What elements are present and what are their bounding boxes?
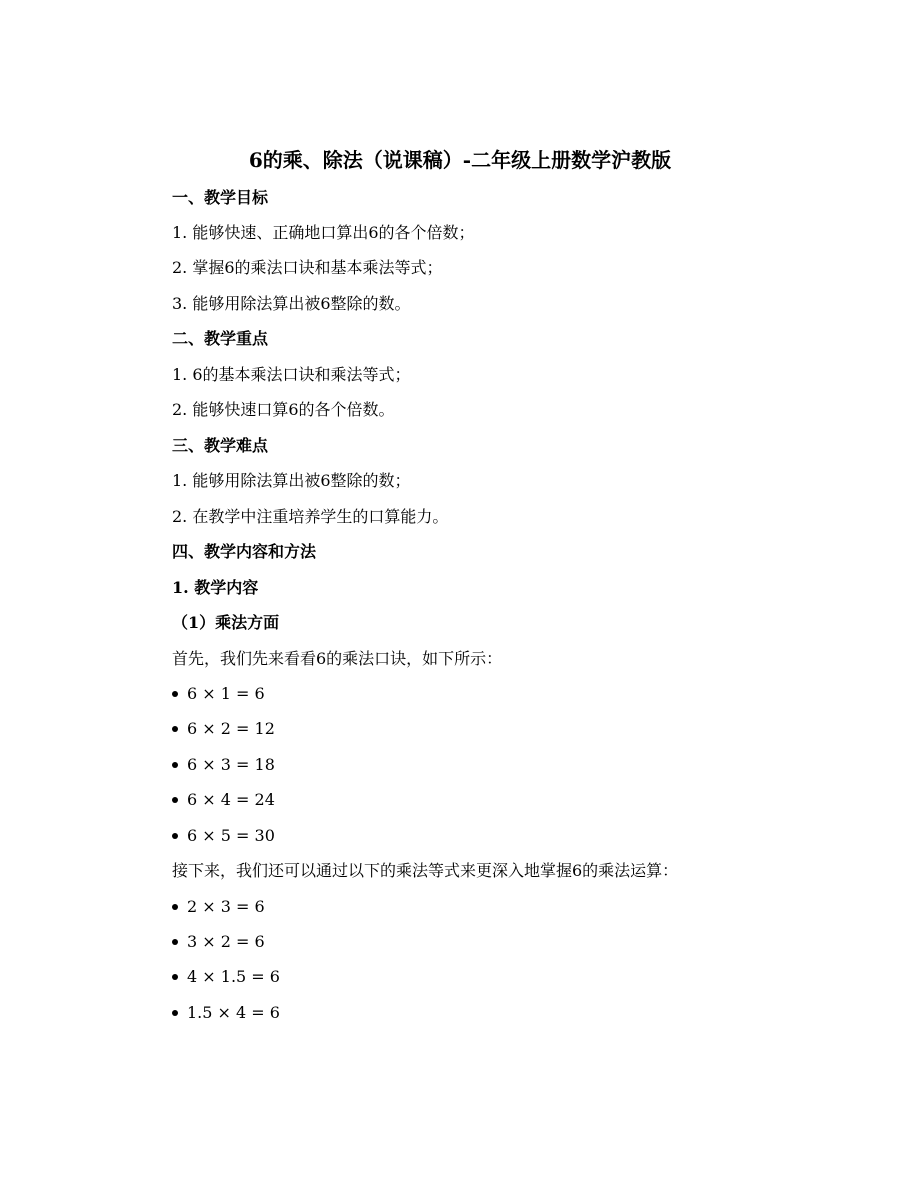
list-item bbox=[172, 1002, 280, 1024]
bullet-icon bbox=[172, 797, 178, 803]
paragraph-intro-2: 接下来，我们还可以通过以下的乘法等式来更深入地掌握6的乘法运算： bbox=[172, 861, 679, 880]
list-item-text: 6 × 3 = 18 bbox=[187, 755, 275, 774]
bullet-icon bbox=[172, 939, 178, 945]
list-item-text: 6 × 2 = 12 bbox=[187, 719, 275, 738]
section-heading-content-methods: 四、教学内容和方法 bbox=[172, 542, 317, 561]
bullet-icon bbox=[172, 762, 178, 768]
goal-item-3: 3. 能够用除法算出被6整除的数。 bbox=[172, 294, 411, 313]
list-item-text: 2 × 3 = 6 bbox=[187, 897, 265, 916]
bullet-icon bbox=[172, 726, 178, 732]
list-item-text: 6 × 5 = 30 bbox=[187, 826, 275, 845]
list-item bbox=[172, 754, 275, 776]
bullet-icon bbox=[172, 691, 178, 697]
section-heading-goals: 一、教学目标 bbox=[172, 188, 269, 207]
list-item-text: 6 × 1 = 6 bbox=[187, 684, 265, 703]
bullet-icon bbox=[172, 904, 178, 910]
list-item bbox=[172, 931, 265, 953]
list-item bbox=[172, 896, 265, 918]
list-item bbox=[172, 718, 275, 740]
list-item bbox=[172, 825, 275, 847]
difficulty-item-1: 1. 能够用除法算出被6整除的数； bbox=[172, 471, 411, 490]
list-item bbox=[172, 789, 275, 811]
sub-sub-heading-multiplication: （1）乘法方面 bbox=[172, 613, 280, 632]
bullet-icon bbox=[172, 833, 178, 839]
list-item-text: 1.5 × 4 = 6 bbox=[187, 1003, 280, 1022]
goal-item-2: 2. 掌握6的乘法口诀和基本乘法等式； bbox=[172, 258, 443, 277]
bullet-icon bbox=[172, 974, 178, 980]
list-item-text: 4 × 1.5 = 6 bbox=[187, 967, 280, 986]
document-title: 6的乘、除法（说课稿）-二年级上册数学沪教版 bbox=[248, 148, 672, 172]
sub-heading-teaching-content: 1. 教学内容 bbox=[172, 578, 259, 597]
key-point-item-2: 2. 能够快速口算6的各个倍数。 bbox=[172, 400, 395, 419]
list-item bbox=[172, 683, 265, 705]
list-item-text: 6 × 4 = 24 bbox=[187, 790, 275, 809]
key-point-item-1: 1. 6的基本乘法口诀和乘法等式； bbox=[172, 365, 411, 384]
section-heading-difficulties: 三、教学难点 bbox=[172, 436, 269, 455]
difficulty-item-2: 2. 在教学中注重培养学生的口算能力。 bbox=[172, 507, 449, 526]
section-heading-key-points: 二、教学重点 bbox=[172, 329, 269, 348]
bullet-icon bbox=[172, 1010, 178, 1016]
list-item bbox=[172, 966, 280, 988]
paragraph-intro-1: 首先，我们先来看看6的乘法口诀，如下所示： bbox=[172, 649, 503, 668]
goal-item-1: 1. 能够快速、正确地口算出6的各个倍数； bbox=[172, 223, 475, 242]
list-item-text: 3 × 2 = 6 bbox=[187, 932, 265, 951]
